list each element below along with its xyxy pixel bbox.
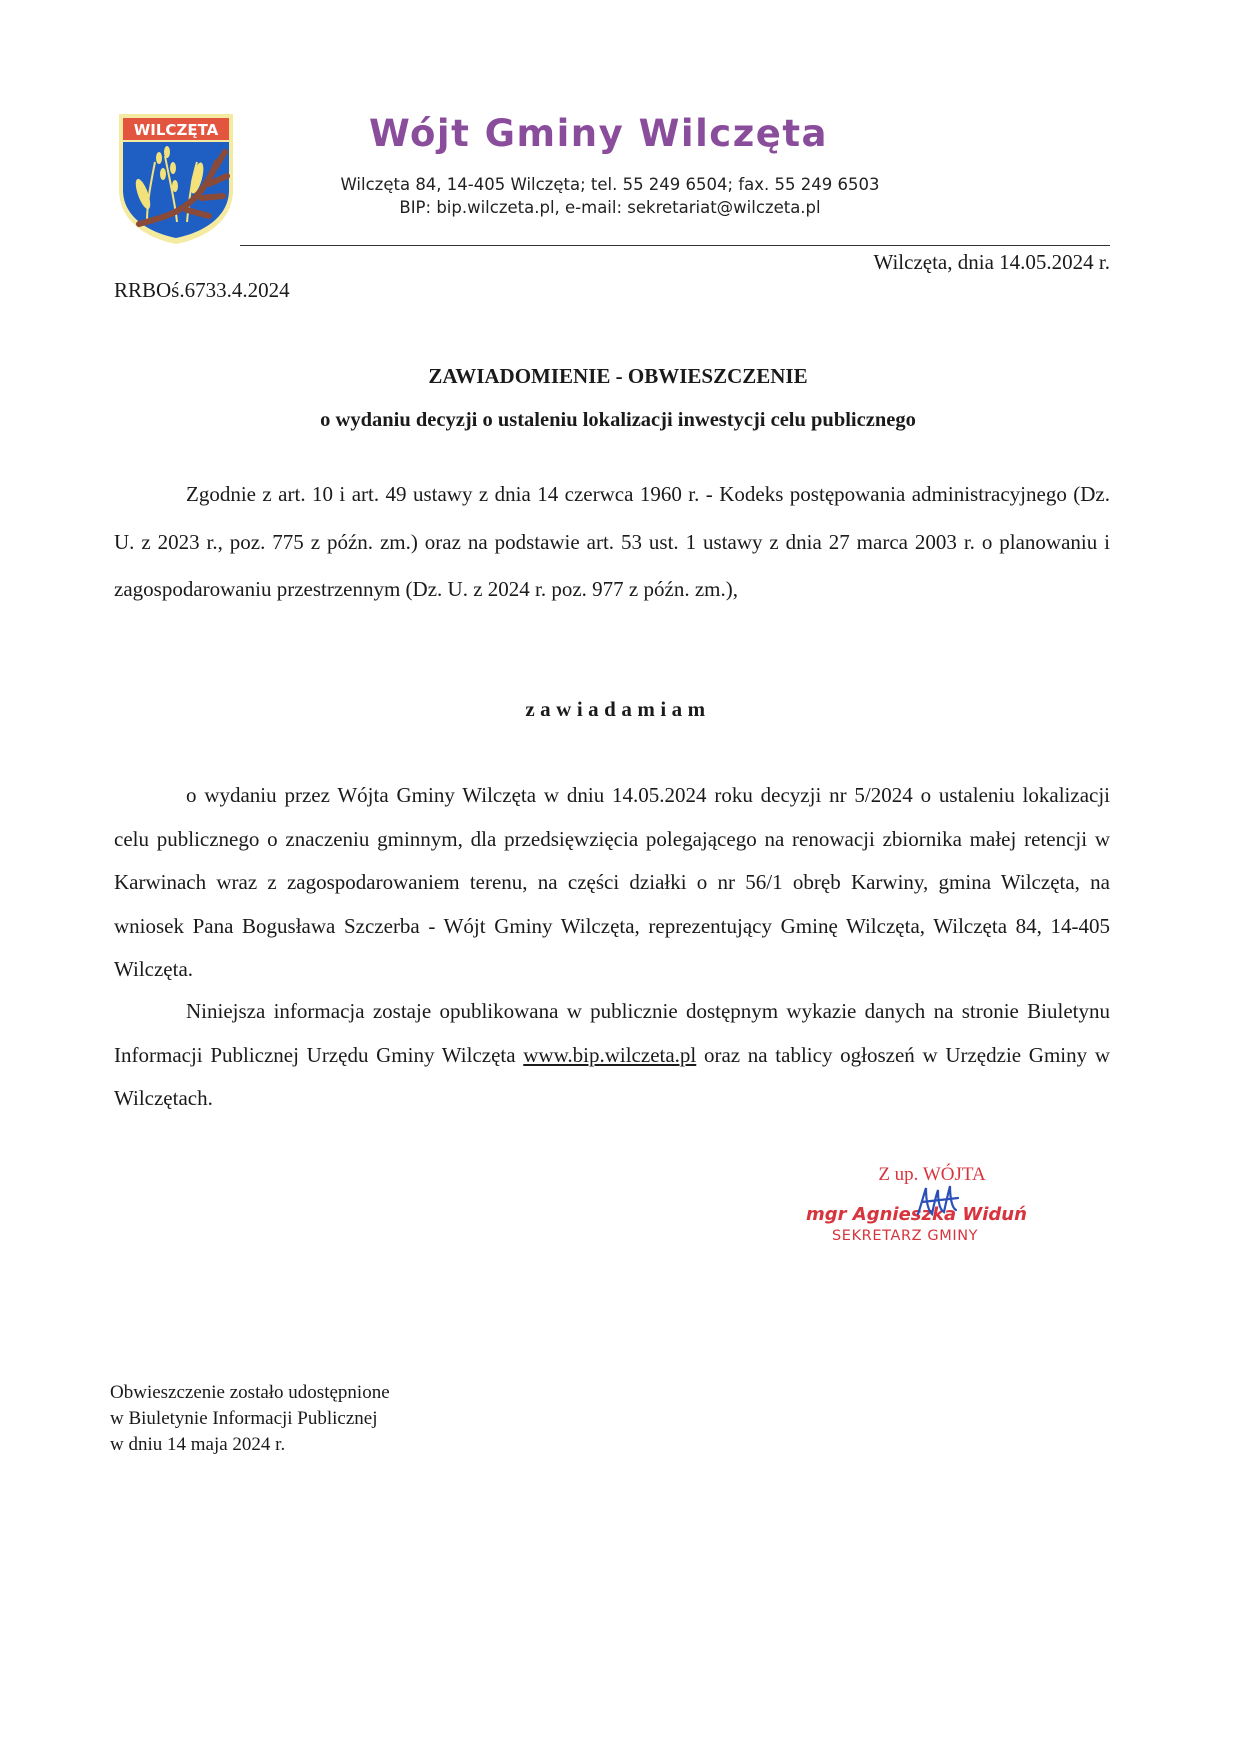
stamp-authority: Z up. WÓJTA [878, 1164, 986, 1185]
publication-note-line: w Biuletynie Informacji Publicznej [110, 1408, 378, 1429]
coat-of-arms-logo [117, 112, 235, 246]
notify-word: zawiadamiam [525, 697, 711, 721]
shield-icon [117, 112, 235, 246]
signatory-role: SEKRETARZ GMINY [832, 1228, 979, 1244]
publication-note-line: Obwieszczenie zostało udostępnione [110, 1382, 390, 1403]
signature-stamp [780, 1160, 1080, 1270]
svg-text:WILCZĘTA: WILCZĘTA [133, 121, 219, 139]
legal-basis-paragraph [114, 471, 1110, 614]
paragraph-text: o wydaniu przez Wójta Gminy Wilczęta w dniu 14.05.2024 roku decyzji nr 5/2024 o ustaleniu lokalizacji celu publicznego o znaczeniu gminnym, dla przedsięwzięcia polegającego na renowacji zbiornika małej retencji w Karwinach wraz z zagospodarowaniem terenu, na części działki o nr 56/1 obręb Karwiny, gmina Wilczęta, na wniosek Pana Bogusława Szczerba - Wójt Gminy Wilczęta, reprezentujący Gminę Wilczęta, Wilczęta 84, 14-405 Wilczęta. [114, 783, 1110, 981]
decision-paragraph [114, 774, 1110, 992]
document-heading: ZAWIADOMIENIE - OBWIESZCZENIE [428, 364, 808, 388]
issuer-contact: BIP: bip.wilczeta.pl, e-mail: sekretariat@wilczeta.pl [399, 198, 821, 217]
document-subheading: o wydaniu decyzji o ustaleniu lokalizacji inwestycji celu publicznego [320, 409, 916, 431]
issuer-address: Wilczęta 84, 14-405 Wilczęta; tel. 55 249 6504; fax. 55 249 6503 [340, 175, 880, 194]
publication-note [110, 1380, 390, 1458]
paragraph-text: Zgodnie z art. 10 i art. 49 ustawy z dnia 14 czerwca 1960 r. - Kodeks postępowania administracyjnego (Dz. U. z 2023 r., poz. 775 z późn. zm.) oraz na podstawie art. 53 ust. 1 ustawy z dnia 27 marca 2003 r. o planowaniu i zagospodarowaniu przestrzennym (Dz. U. z 2024 r. poz. 977 z późn. zm.), [114, 482, 1110, 601]
bip-link[interactable]: www.bip.wilczeta.pl [523, 1042, 697, 1067]
issuer-title: Wójt Gminy Wilczęta [369, 112, 829, 155]
handwritten-signature-icon [912, 1180, 964, 1226]
place-date: Wilczęta, dnia 14.05.2024 r. [873, 250, 1110, 274]
header-divider [240, 245, 1110, 246]
reference-number: RRBOś.6733.4.2024 [114, 278, 290, 302]
publication-paragraph [114, 990, 1110, 1121]
signatory-name: mgr Agnieszka Widuń [806, 1204, 1027, 1225]
publication-note-line: w dniu 14 maja 2024 r. [110, 1434, 286, 1455]
paragraph-text: Niniejsza informacja zostaje opublikowana w publicznie dostępnym wykazie danych na stronie Biuletynu Informacji Publicznej Urzędu Gminy Wilczęta [114, 999, 1110, 1067]
paragraph-text: oraz na tablicy ogłoszeń w Urzędzie Gminy w Wilczętach. [114, 1042, 1110, 1110]
